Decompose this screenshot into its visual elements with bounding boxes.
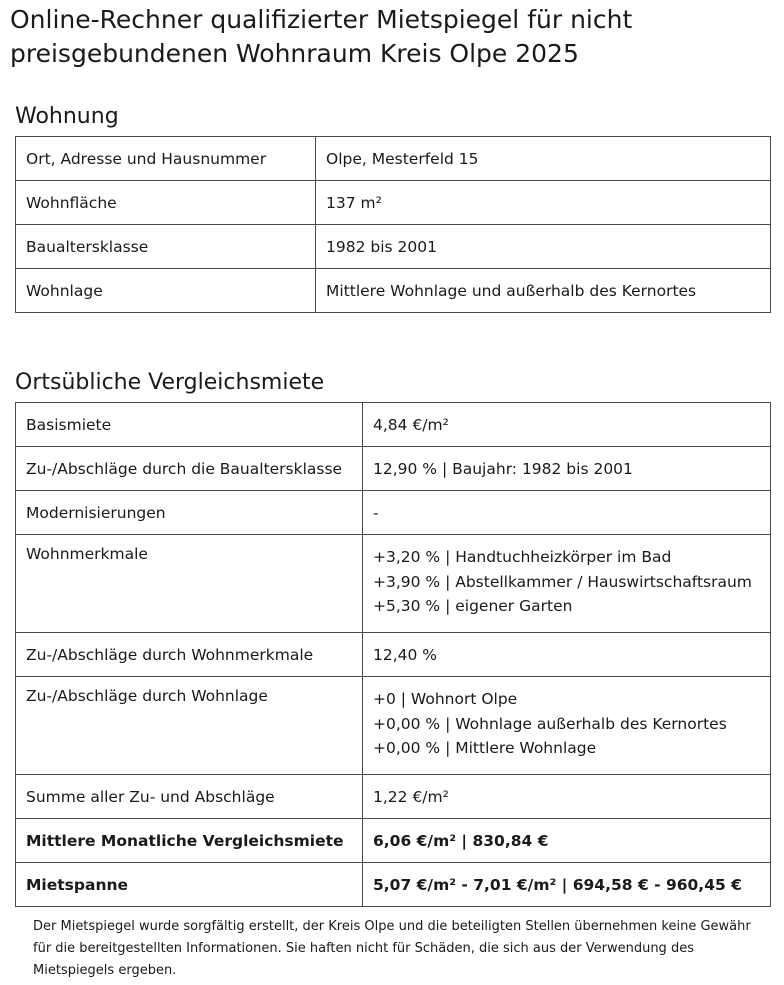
table-row [16, 535, 771, 633]
row-label-wohnflaeche: Wohnfläche [16, 181, 316, 225]
row-value-wohnlage-zuschlag [363, 677, 771, 775]
row-value-modernisierungen: - [363, 491, 771, 535]
row-value-mietspanne: 5,07 €/m² - 7,01 €/m² | 694,58 € - 960,45 € [363, 863, 771, 907]
page-title: Online-Rechner qualifizierter Mietspiegel für nicht preisgebundenen Wohnraum Kreis Olpe 2025 [10, 5, 633, 68]
row-value-wohnmerkmale-summe: 12,40 % [363, 633, 771, 677]
row-value-baualtersklasse: 1982 bis 2001 [316, 225, 771, 269]
row-label-mittlere-vergleichsmiete: Mittlere Monatliche Vergleichsmiete [16, 819, 363, 863]
vergleichsmiete-table [15, 402, 771, 907]
disclaimer-text: Der Mietspiegel wurde sorgfältig erstellt, der Kreis Olpe und die beteiligten Stellen übernehmen keine Gewähr für die bereitgestellten Informationen. Sie haften nicht für Schäden, die sich aus der Verwendung des Mietspiegels ergeben. [33, 919, 751, 978]
wohnlage-line: +0,00 % | Wohnlage außerhalb des Kernortes [373, 714, 727, 733]
row-label-modernisierungen: Modernisierungen [16, 491, 363, 535]
table-row [16, 181, 771, 225]
section-title-vergleichsmiete: Ortsübliche Vergleichsmiete [15, 370, 325, 395]
row-value-summe: 1,22 €/m² [363, 775, 771, 819]
row-label-wohnlage: Wohnlage [16, 269, 316, 313]
table-row [16, 863, 771, 907]
row-value-wohnmerkmale [363, 535, 771, 633]
row-label-baualtersklasse: Baualtersklasse [16, 225, 316, 269]
row-value-basismiete: 4,84 €/m² [363, 403, 771, 447]
wohnmerkmal-line: +5,30 % | eigener Garten [373, 597, 573, 615]
table-row [16, 403, 771, 447]
table-row [16, 677, 771, 775]
table-row [16, 447, 771, 491]
row-value-baualtersklasse-zuschlag: 12,90 % | Baujahr: 1982 bis 2001 [363, 447, 771, 491]
table-row [16, 633, 771, 677]
wohnlage-line: +0,00 % | Mittlere Wohnlage [373, 739, 597, 757]
table-row [16, 775, 771, 819]
row-label-wohnlage-zuschlag: Zu-/Abschläge durch Wohnlage [16, 677, 363, 775]
row-value-mittlere-vergleichsmiete: 6,06 €/m² | 830,84 € [363, 819, 771, 863]
row-label-mietspanne: Mietspanne [16, 863, 363, 907]
table-row [16, 269, 771, 313]
row-label-baualtersklasse-zuschlag: Zu-/Abschläge durch die Baualtersklasse [16, 447, 363, 491]
row-value-adresse: Olpe, Mesterfeld 15 [316, 137, 771, 181]
table-row [16, 491, 771, 535]
section-title-wohnung: Wohnung [15, 104, 119, 129]
row-label-wohnmerkmale-summe: Zu-/Abschläge durch Wohnmerkmale [16, 633, 363, 677]
row-label-wohnmerkmale: Wohnmerkmale [16, 535, 363, 633]
wohnmerkmal-line: +3,90 % | Abstellkammer / Hauswirtschaftsraum [373, 572, 752, 591]
table-row [16, 225, 771, 269]
row-label-basismiete: Basismiete [16, 403, 363, 447]
table-row [16, 137, 771, 181]
wohnung-table [15, 136, 771, 313]
table-row [16, 819, 771, 863]
wohnlage-line: +0 | Wohnort Olpe [373, 690, 518, 708]
row-label-summe: Summe aller Zu- und Abschläge [16, 775, 363, 819]
wohnmerkmal-line: +3,20 % | Handtuchheizkörper im Bad [373, 548, 672, 566]
row-value-wohnflaeche: 137 m² [316, 181, 771, 225]
row-label-adresse: Ort, Adresse und Hausnummer [16, 137, 316, 181]
row-value-wohnlage: Mittlere Wohnlage und außerhalb des Kernortes [316, 269, 771, 313]
